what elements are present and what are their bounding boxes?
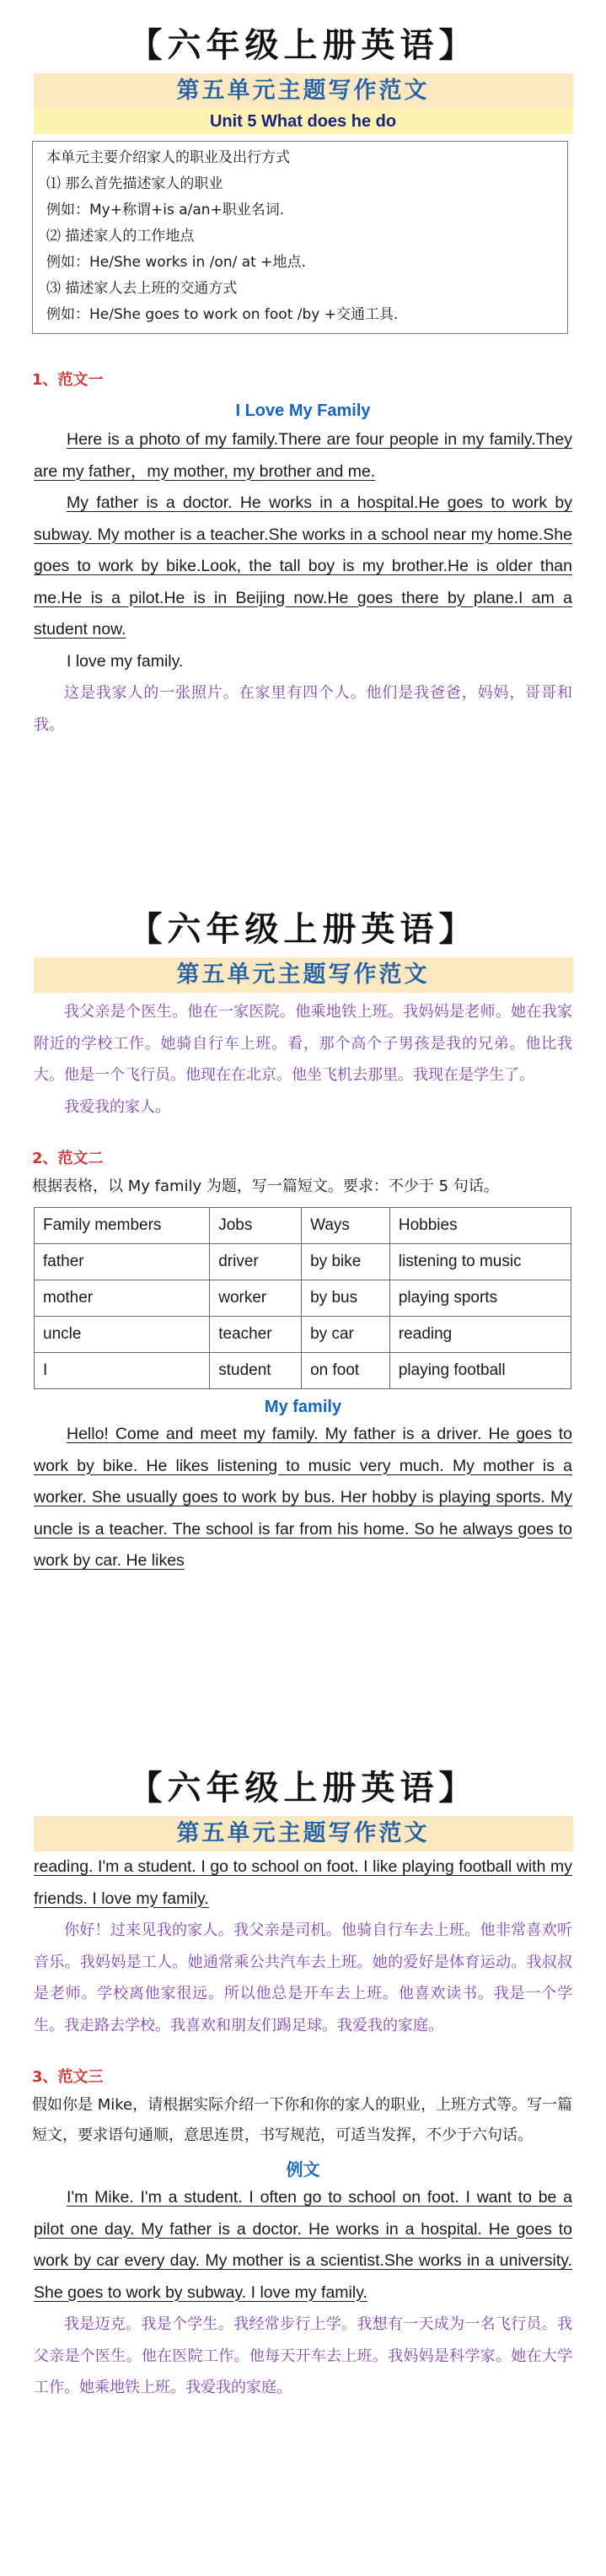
table-cell: on foot (302, 1353, 390, 1389)
table-row (35, 1244, 571, 1280)
table-cell: by car (302, 1317, 390, 1353)
task-prompt: 假如你是 Mike，请根据实际介绍一下你和你的家人的职业，上班方式等。写一篇短文，要求语句通顺，意思连贯，书写规范，可适当发挥，不少于六句话。 (32, 2096, 573, 2144)
table-cell: driver (210, 1244, 302, 1280)
section-heading-1: 1、范文一 (32, 371, 104, 389)
table-header-cell: Family members (35, 1208, 210, 1244)
table-row (35, 1280, 571, 1317)
table-cell: teacher (210, 1317, 302, 1353)
task-prompt: 根据表格，以 My family 为题，写一篇短文。要求：不少于 5 句话。 (32, 1178, 499, 1195)
table-row (35, 1353, 571, 1389)
essay-title: My family (264, 1398, 342, 1416)
table-cell: uncle (35, 1317, 210, 1353)
translation-paragraph: 这是我家人的一张照片。在家里有四个人。他们是我爸爸，妈妈，哥哥和我。 (34, 684, 572, 734)
essay-paragraph (34, 1419, 572, 1577)
section-heading-3: 3、范文三 (32, 2068, 104, 2086)
intro-line: ⑶ 描述家人去上班的交通方式 (46, 280, 238, 297)
table-cell: father (35, 1244, 210, 1280)
translation-paragraph: 我爱我的家人。 (64, 1097, 170, 1116)
table-header-cell: Ways (302, 1208, 390, 1244)
section-heading-2: 2、范文二 (32, 1150, 104, 1167)
essay-text: reading. I'm a student. I go to school on foot. I like playing football with my friends. I love my family. (34, 1857, 572, 1908)
table-cell: playing sports (389, 1280, 571, 1317)
intro-line: 例如：My+称谓+is a/an+职业名词. (46, 202, 285, 218)
essay-paragraph (34, 488, 572, 646)
page-1 (0, 0, 606, 859)
essay-title: I Love My Family (235, 401, 371, 420)
table-cell: by bus (302, 1280, 390, 1317)
table-cell: I (35, 1353, 210, 1389)
page-title: 【六年级上册英语】 (128, 909, 478, 949)
essay-paragraph (34, 1851, 572, 1915)
intro-box (32, 141, 568, 334)
essay-text: I'm Mike. I'm a student. I often go to school on foot. I want to be a pilot one day. My father is a doctor. He works in a hospital. He goes to work by car every day. My mother is a scientist.She works in a university. She goes to work by subway. I love my family. (34, 2188, 572, 2302)
family-table (34, 1207, 571, 1389)
essay-text: Here is a photo of my family.There are four people in my family.They are my father，my mother, my brother and me. (34, 430, 572, 481)
intro-line: 例如：He/She works in /on/ at +地点. (46, 254, 306, 271)
table-cell: worker (210, 1280, 302, 1317)
table-cell: reading (389, 1317, 571, 1353)
page-title: 【六年级上册英语】 (128, 1768, 478, 1808)
page-2 (0, 859, 606, 1717)
intro-line: 本单元主要介绍家人的职业及出行方式 (46, 149, 290, 166)
essay-text: Hello! Come and meet my family. My father is a driver. He goes to work by bike. He likes listening to music very much. My mother is a worker. She usually goes to work by bus. Her hobby is playing sports. My uncle is a teacher. The school is far from his home. So he always goes to work by car. He likes (34, 1425, 572, 1570)
essay-text: My father is a doctor. He works in a hospital.He goes to work by subway. My mother is a teacher.She works in a school near my home.She goes to work by bike.Look, the tall boy is my brother.He is older than me.He is a pilot.He is in Beijing now.He goes there by plane.I am a student now. (34, 493, 572, 639)
table-cell: student (210, 1353, 302, 1389)
page-title: 【六年级上册英语】 (128, 25, 478, 65)
subtitle-banner: 第五单元主题写作范文 (34, 1816, 573, 1851)
intro-line: ⑴ 那么首先描述家人的职业 (46, 175, 223, 192)
subtitle-banner: 第五单元主题写作范文 (34, 957, 573, 993)
essay-paragraph (34, 2182, 572, 2309)
table-header-cell: Hobbies (389, 1208, 571, 1244)
translation-paragraph: 你好！过来见我的家人。我父亲是司机。他骑自行车去上班。他非常喜欢听音乐。我妈妈是工人。她通常乘公共汽车去上班。她的爱好是体育运动。我叔叔是老师。学校离他家很远。所以他总是开车去上班。他喜欢读书。我是一个学生。我走路去学校。我喜欢和朋友们踢足球。我爱我的家庭。 (34, 1921, 572, 2034)
subtitle-banner: 第五单元主题写作范文 (34, 73, 573, 109)
table-header-row (35, 1208, 571, 1244)
table-cell: by bike (302, 1244, 390, 1280)
table-cell: mother (35, 1280, 210, 1317)
essay-title: 例文 (286, 2161, 320, 2180)
translation-paragraph: 我父亲是个医生。他在一家医院。他乘地铁上班。我妈妈是老师。她在我家附近的学校工作。她骑自行车上班。看，那个高个子男孩是我的兄弟。他比我大。他是一个飞行员。他现在在北京。他坐飞机去那里。我现在是学生了。 (34, 1003, 572, 1084)
intro-line: ⑵ 描述家人的工作地点 (46, 228, 195, 245)
unit-banner: Unit 5 What does he do (34, 109, 573, 134)
page-3 (0, 1717, 606, 2576)
table-cell: playing football (389, 1353, 571, 1389)
table-row (35, 1317, 571, 1353)
essay-paragraph (34, 424, 572, 488)
essay-paragraph: I love my family. (67, 651, 184, 671)
table-header-cell: Jobs (210, 1208, 302, 1244)
table-cell: listening to music (389, 1244, 571, 1280)
intro-line: 例如：He/She goes to work on foot /by +交通工具. (46, 306, 399, 323)
translation-paragraph: 我是迈克。我是个学生。我经常步行上学。我想有一天成为一名飞行员。我父亲是个医生。他在医院工作。他每天开车去上班。我妈妈是科学家。她在大学工作。她乘地铁上班。我爱我的家庭。 (34, 2315, 572, 2396)
